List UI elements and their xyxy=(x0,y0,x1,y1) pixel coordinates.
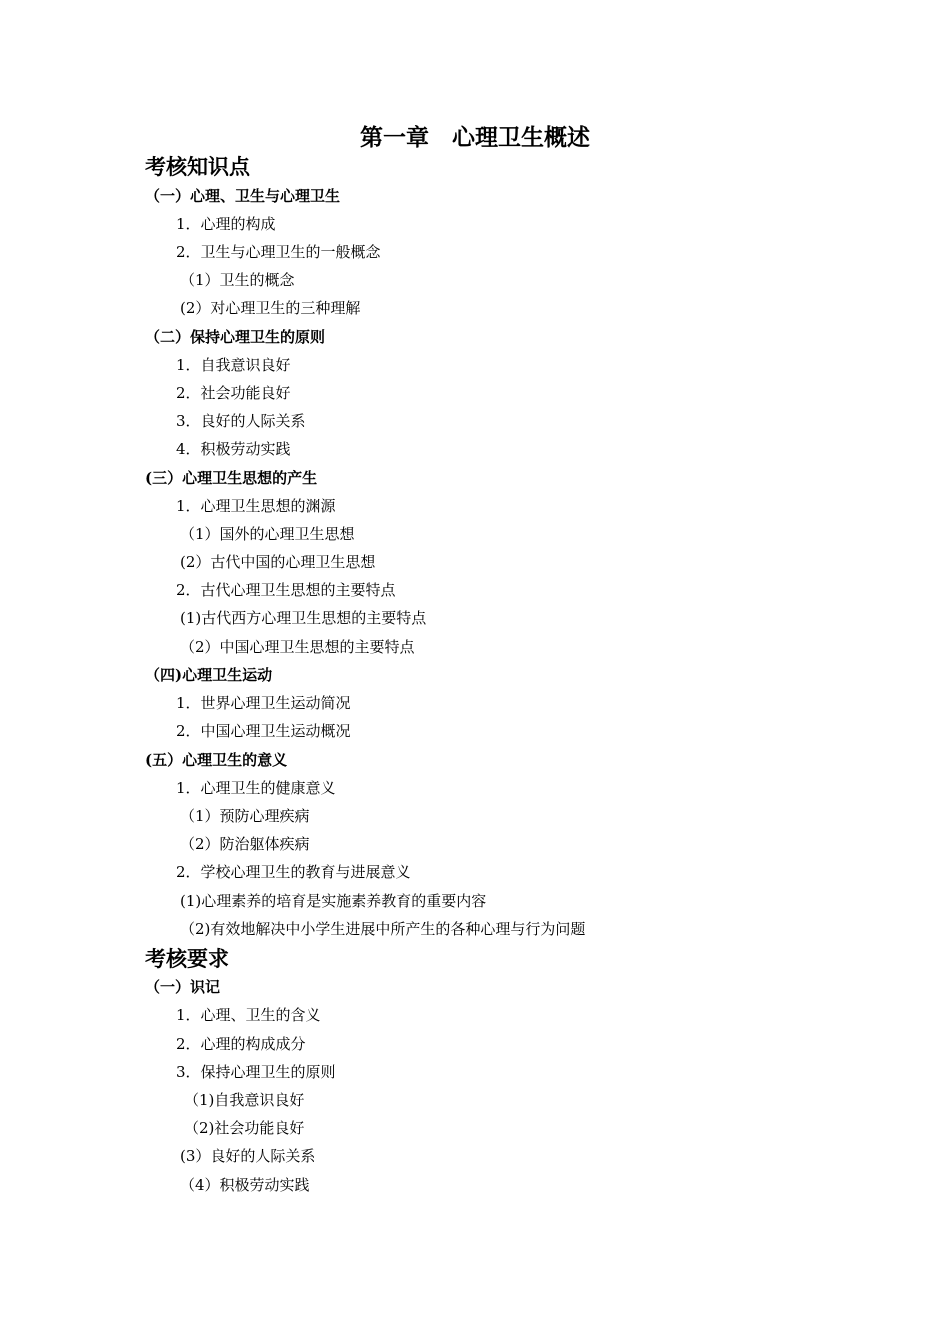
list-item: (3）良好的人际关系 xyxy=(180,1147,316,1165)
list-item: 2．社会功能良好 xyxy=(176,384,291,402)
subsection-title: （二）保持心理卫生的原则 xyxy=(145,328,326,346)
list-item: （2）防治躯体疾病 xyxy=(180,835,310,853)
chapter-title: 第一章 心理卫生概述 xyxy=(360,124,590,151)
list-item: （2)社会功能良好 xyxy=(184,1119,305,1137)
list-item: （4）积极劳动实践 xyxy=(180,1176,310,1194)
list-item: （1）预防心理疾病 xyxy=(180,807,310,825)
list-item: 2．心理的构成成分 xyxy=(176,1035,306,1053)
section-heading-assessment-requirements: 考核要求 xyxy=(145,946,229,971)
subsection-title: （四)心理卫生运动 xyxy=(145,666,273,684)
list-item: 2．古代心理卫生思想的主要特点 xyxy=(176,581,396,599)
list-item: （1）卫生的概念 xyxy=(180,271,295,289)
list-item: （1)自我意识良好 xyxy=(184,1091,305,1109)
subsection-title: (五）心理卫生的意义 xyxy=(145,751,288,769)
list-item: 1．心理的构成 xyxy=(176,215,276,233)
list-item: 1．心理卫生的健康意义 xyxy=(176,779,336,797)
list-item: 1．心理卫生思想的渊源 xyxy=(176,497,336,515)
list-item: (1)心理素养的培育是实施素养教育的重要内容 xyxy=(180,892,487,910)
list-item: 3．保持心理卫生的原则 xyxy=(176,1063,336,1081)
list-item: (2）对心理卫生的三种理解 xyxy=(180,299,361,317)
list-item: （2)有效地解决中小学生进展中所产生的各种心理与行为问题 xyxy=(180,920,586,938)
list-item: 1．自我意识良好 xyxy=(176,356,291,374)
subsection-title: (三）心理卫生思想的产生 xyxy=(145,469,318,487)
list-item: （2）中国心理卫生思想的主要特点 xyxy=(180,638,415,656)
list-item: 2．卫生与心理卫生的一般概念 xyxy=(176,243,381,261)
list-item: (1)古代西方心理卫生思想的主要特点 xyxy=(180,609,427,627)
section-heading-assessment-points: 考核知识点 xyxy=(145,154,250,179)
subsection-title: （一）心理、卫生与心理卫生 xyxy=(145,187,341,205)
list-item: 1．心理、卫生的含义 xyxy=(176,1006,321,1024)
list-item: 4．积极劳动实践 xyxy=(176,440,291,458)
list-item: 1．世界心理卫生运动简况 xyxy=(176,694,351,712)
list-item: 2．学校心理卫生的教育与进展意义 xyxy=(176,863,411,881)
list-item: 3．良好的人际关系 xyxy=(176,412,306,430)
list-item: (2）古代中国的心理卫生思想 xyxy=(180,553,376,571)
list-item: 2．中国心理卫生运动概况 xyxy=(176,722,351,740)
list-item: （1）国外的心理卫生思想 xyxy=(180,525,355,543)
subsection-title: （一）识记 xyxy=(145,978,221,996)
